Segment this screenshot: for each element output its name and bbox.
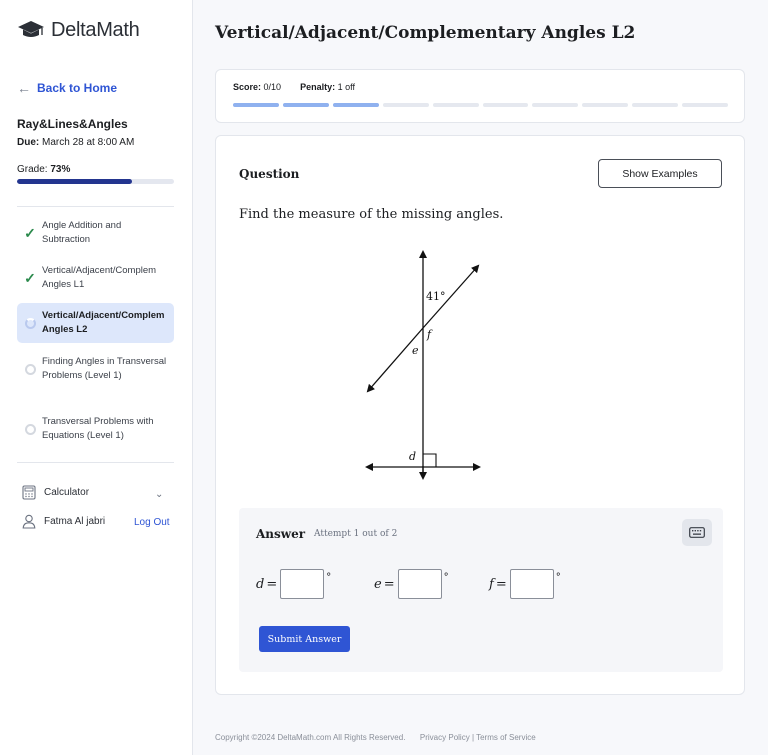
keyboard-button[interactable] bbox=[682, 519, 712, 546]
sidebar bbox=[0, 0, 193, 755]
assignment-item-angle-addition[interactable] bbox=[17, 213, 174, 253]
degree-symbol: ° bbox=[326, 572, 332, 583]
logout-link[interactable]: Log Out bbox=[134, 517, 170, 528]
empty-circle-icon bbox=[22, 424, 38, 435]
variable-e: e bbox=[374, 576, 382, 592]
assignment-item-vertical-l1[interactable] bbox=[17, 258, 174, 298]
question-prompt: Find the measure of the missing angles. bbox=[239, 207, 504, 222]
sidebar-divider bbox=[17, 206, 174, 207]
assignment-item-vertical-l2[interactable] bbox=[17, 303, 174, 343]
variable-f: f bbox=[489, 576, 494, 592]
deltamath-logo[interactable] bbox=[17, 18, 139, 42]
progress-segment bbox=[283, 103, 329, 107]
question-card bbox=[215, 135, 745, 695]
graduation-cap-icon bbox=[17, 18, 45, 42]
empty-circle-icon bbox=[22, 364, 38, 375]
grade-label: Grade: bbox=[17, 164, 48, 175]
progress-circle-icon bbox=[22, 318, 38, 329]
assignment-label: Angle Addition and Subtraction bbox=[42, 220, 122, 245]
answer-field-d bbox=[256, 569, 331, 599]
due-label: Due: bbox=[17, 137, 40, 148]
answer-field-f bbox=[489, 569, 561, 599]
penalty-label: Penalty: bbox=[300, 82, 336, 92]
user-icon bbox=[22, 514, 36, 529]
assignment-item-transversal-l1[interactable] bbox=[17, 349, 174, 389]
brand-name: DeltaMath bbox=[51, 18, 140, 41]
calculator-icon bbox=[22, 485, 36, 500]
grade-progress-fill bbox=[17, 179, 132, 184]
progress-segment bbox=[433, 103, 479, 107]
course-title: Ray&Lines&Angles bbox=[17, 117, 128, 131]
check-icon: ✓ bbox=[24, 224, 36, 241]
equals-sign: = bbox=[495, 576, 507, 592]
assignment-item-transversal-equations[interactable] bbox=[17, 409, 174, 449]
privacy-policy-link[interactable]: Privacy Policy bbox=[419, 733, 470, 742]
angle-label-41: 41° bbox=[426, 290, 446, 303]
progress-segment bbox=[682, 103, 728, 107]
show-examples-button[interactable]: Show Examples bbox=[598, 159, 722, 188]
progress-segment bbox=[333, 103, 379, 107]
question-progress-bar bbox=[233, 103, 728, 107]
variable-d: d bbox=[256, 576, 265, 592]
grade-text bbox=[17, 164, 70, 175]
penalty-value: 1 off bbox=[337, 82, 355, 92]
terms-of-service-link[interactable]: Terms of Service bbox=[476, 733, 536, 742]
answer-input-f[interactable] bbox=[510, 569, 554, 599]
angles-diagram bbox=[356, 241, 496, 486]
equals-sign: = bbox=[383, 576, 395, 592]
arrow-left-icon: ← bbox=[17, 80, 31, 96]
score-value: 0/10 bbox=[263, 82, 282, 92]
submit-answer-button[interactable]: Submit Answer bbox=[259, 626, 350, 652]
score-label: Score: bbox=[233, 82, 262, 92]
progress-segment bbox=[582, 103, 628, 107]
progress-segment bbox=[532, 103, 578, 107]
answer-heading: Answer bbox=[256, 527, 306, 541]
attempt-counter: Attempt 1 out of 2 bbox=[314, 529, 398, 539]
assignment-label: Vertical/Adjacent/Complem Angles L1 bbox=[42, 265, 157, 290]
footer-separator: | bbox=[471, 733, 475, 742]
footer bbox=[215, 733, 536, 742]
calculator-label: Calculator bbox=[44, 487, 90, 498]
chevron-down-icon[interactable]: ⌄ bbox=[155, 489, 164, 500]
assignment-label: Transversal Problems with Equations (Level 1) bbox=[42, 416, 154, 441]
right-angle-marker bbox=[423, 454, 436, 467]
back-to-home-label: Back to Home bbox=[37, 81, 118, 95]
progress-segment bbox=[632, 103, 678, 107]
copyright-text: Copyright ©2024 DeltaMath.com All Rights Reserved. bbox=[215, 733, 406, 742]
user-name: Fatma Al jabri bbox=[44, 516, 106, 527]
score-card bbox=[215, 69, 745, 123]
check-icon: ✓ bbox=[24, 269, 36, 286]
calculator-toggle[interactable] bbox=[22, 485, 89, 500]
assignment-label: Finding Angles in Transversal Problems (Level 1) bbox=[42, 356, 167, 381]
progress-segment bbox=[483, 103, 529, 107]
angle-label-d: d bbox=[409, 450, 417, 463]
answer-section bbox=[239, 508, 723, 672]
grade-value: 73% bbox=[50, 164, 71, 175]
angle-label-e: e bbox=[412, 344, 419, 357]
degree-symbol: ° bbox=[443, 572, 449, 583]
due-value: March 28 at 8:00 AM bbox=[42, 137, 135, 148]
back-to-home-link[interactable] bbox=[17, 80, 117, 96]
keyboard-icon bbox=[689, 527, 705, 538]
degree-symbol: ° bbox=[555, 572, 561, 583]
diagonal-line-lower bbox=[368, 328, 423, 391]
page-title: Vertical/Adjacent/Complementary Angles L2 bbox=[215, 23, 636, 43]
progress-segment bbox=[383, 103, 429, 107]
assignment-label: Vertical/Adjacent/Complem Angles L2 bbox=[42, 310, 165, 335]
progress-segment bbox=[233, 103, 279, 107]
answer-field-e bbox=[374, 569, 449, 599]
grade-progress-bar bbox=[17, 179, 174, 184]
answer-input-d[interactable] bbox=[280, 569, 324, 599]
due-date bbox=[17, 137, 134, 148]
score-line bbox=[233, 82, 355, 92]
angle-label-f: f bbox=[427, 328, 432, 341]
user-info bbox=[22, 514, 105, 529]
equals-sign: = bbox=[266, 576, 278, 592]
answer-input-e[interactable] bbox=[398, 569, 442, 599]
question-heading: Question bbox=[239, 167, 300, 181]
sidebar-divider bbox=[17, 462, 174, 463]
